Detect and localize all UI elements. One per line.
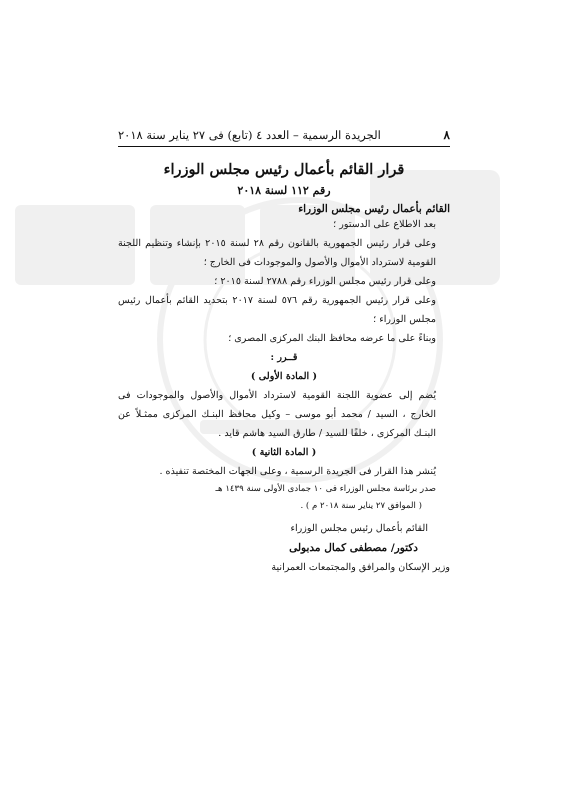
gazette-page <box>118 128 450 577</box>
signature-role: القائم بأعمال رئيس مجلس الوزراء <box>290 523 428 534</box>
preamble-line: بعد الاطلاع على الدستور ؛ <box>333 219 436 230</box>
signer-name: دكتور/ مصطفى كمال مدبولى <box>289 542 418 554</box>
gazette-info: الجريدة الرسمية – العدد ٤ (تابع) فى ٢٧ يناير سنة ٢٠١٨ <box>118 128 381 142</box>
page-header <box>118 128 450 147</box>
signer-title: وزير الإسكان والمرافق والمجتمعات العمرانية <box>271 562 450 573</box>
article-1-text: يُضم إلى عضوية اللجنة القومية لاسترداد الأموال والأصول والموجودات فى الخارج ، السيد / محمد أبو موسى – وكيل محافظ البنـك المركزى ممثـلاً عن البنـك المركزى ، خلفًا للسيد / طارق السيد هاشم قايد . <box>118 390 436 439</box>
issued-date-gregorian: ( الموافق ٢٧ يناير سنة ٢٠١٨ م ) . <box>300 501 422 511</box>
preamble-line: وعلى قرار رئيس الجمهورية بالقانون رقم ٢٨ لسنة ٢٠١٥ بإنشاء وتنظيم اللجنة القومية لاسترداد الأموال والأصول والموجودات فى الخارج ؛ <box>118 238 437 268</box>
page-number: ٨ <box>443 128 450 142</box>
decree-title: قرار القائم بأعمال رئيس مجلس الوزراء <box>163 161 405 178</box>
preamble-line: وعلى قرار رئيس مجلس الوزراء رقم ٢٧٨٨ لسنة ٢٠١٥ ؛ <box>214 276 436 287</box>
article-1-title: ( المادة الأولى ) <box>250 371 318 382</box>
article-2-title: ( المادة الثانية ) <box>251 447 317 458</box>
issued-date-hijri: صدر برئاسة مجلس الوزراء فى ١٠ جمادى الأولى سنة ١٤٣٩ هـ <box>215 484 436 494</box>
preamble-line: وبناءً على ما عرضه محافظ البنك المركزى المصرى ؛ <box>228 333 436 344</box>
decree-number: رقم ١١٢ لسنة ٢٠١٨ <box>237 184 331 197</box>
preamble-line: وعلى قرار رئيس الجمهورية رقم ٥٧٦ لسنة ٢٠١٧ بتحديد القائم بأعمال رئيس مجلس الوزراء ؛ <box>118 295 436 325</box>
decree-issuer: القائم بأعمال رئيس مجلس الوزراء <box>298 203 450 215</box>
article-2-text: يُنشر هذا القرار فى الجريدة الرسمية ، وعلى الجهات المختصة تنفيذه . <box>159 466 436 477</box>
decided-heading: قــرر : <box>270 352 298 363</box>
